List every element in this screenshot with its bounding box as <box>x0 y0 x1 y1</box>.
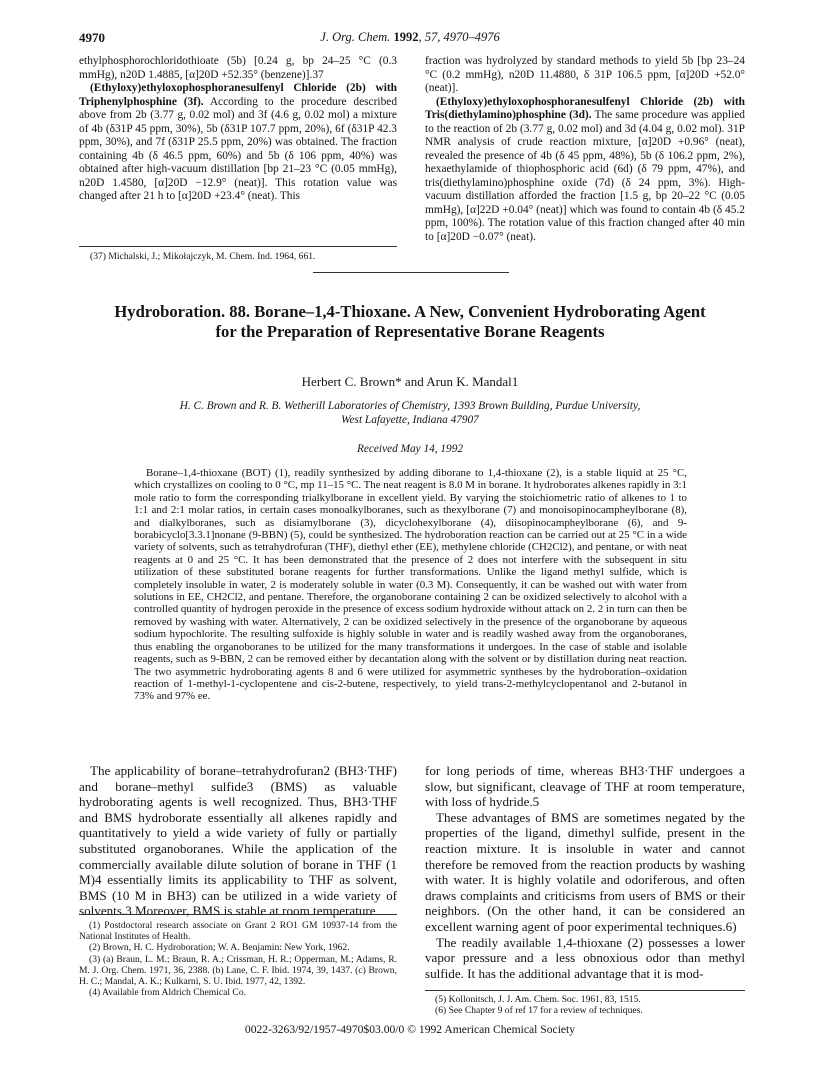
abstract <box>134 467 687 703</box>
prev-article-right-column <box>425 55 745 244</box>
body-left-column <box>79 763 397 919</box>
article-affiliation <box>120 400 700 427</box>
footnote-1: (1) Postdoctoral research associate on Grant 2 RO1 GM 10937-14 from the National Institutes of Health. <box>79 920 397 943</box>
body-left-footnote-divider <box>79 914 397 915</box>
article-title: Hydroboration. 88. Borane–1,4-Thioxane. A New, Convenient Hydroborating Agent for the Preparation of Representative Borane Reagents <box>114 302 706 341</box>
prev-right-para2: The same procedure was applied to the reaction of 2b (3.77 g, 0.02 mol) and 3d (4.04 g, 0.02 mol). 31P NMR analysis of crude reaction mixture, [α]20D +0.96° (neat), revealed the presence of 4b (δ 45 ppm, 48%), 5b (δ 106.2 ppm, 2%), hexaethylamide of thiophosphoric acid (6d) (δ 79 ppm, 47%), and tris(diethylamino)phosphine oxide (7d) (δ 24 ppm, 3%). High-vacuum distillation afforded the fraction [1.5 g, bp 20–22 °C (0.05 mmHg), [α]22D +0.04° (neat)] which was found to contain 4b (δ 45.2 ppm, 100%). The rotation value of this fraction changed after 40 min to [α]20D −0.07° (neat). <box>425 109 746 243</box>
footnote-divider <box>79 246 397 247</box>
body-right-footnote-divider <box>425 990 745 991</box>
footnote-6: (6) See Chapter 9 of ref 17 for a review of techniques. <box>435 1005 643 1017</box>
prev-left-footnote: (37) Michalski, J.; Mikołajczyk, M. Chem. Ind. 1964, 661. <box>90 251 316 262</box>
body-right-para1: for long periods of time, whereas BH3·THF undergoes a slow, but significant, cleavage of THF at room temperature, with loss of hydride.5 <box>425 763 745 810</box>
footnote-2: (2) Brown, H. C. Hydroboration; W. A. Benjamin: New York, 1962. <box>89 942 350 954</box>
body-right-column <box>425 763 745 981</box>
body-right-para2: These advantages of BMS are sometimes negated by the properties of the ligand, dimethyl sulfide, present in the reaction mixture. It is insoluble in water and cannot therefore be removed from the reaction products by washing with water. It is highly volatile and odoriferous, and often draws complaints and criticisms from users of BMS or their neighbors. (On the other hand, it can be considered an excellent warning agent of poor experimental techniques.6) <box>425 809 745 934</box>
footnote-5: (5) Kollonitsch, J. J. Am. Chem. Soc. 1961, 83, 1515. <box>435 994 641 1005</box>
page-number: 4970 <box>79 30 105 45</box>
prev-left-para1: ethylphosphorochloridothioate (5b) [0.24 g, bp 24–25 °C (0.3 mmHg), n20D 1.4885, [α]20D +52.35° (benzene)].37 <box>79 55 397 81</box>
prev-left-para2: According to the procedure described above from 2b (3.77 g, 0.02 mol) and 3f (4.6 g, 0.02 mol) a mixture of 4b (δ31P 45 ppm, 30%), 5b (δ31P 107.7 ppm, 20%), 6f (δ31P 42.3 ppm, 30%), and 7f (δ31P 25.5 ppm, 20%) was obtained. The fraction containing 4b (δ 46.5 ppm, 60%) and 5b (δ 106 ppm, 40%) was obtained after high-vacuum distillation [bp 21–23 °C (0.05 mmHg), n20D 1.4580, [α]20D −12.9° (neat)]. This rotation value was changed after 21 h to [α]20D +23.4° (neat). This <box>79 95 398 202</box>
page-footer: 0022-3263/92/1957-4970$03.00/0 © 1992 American Chemical Society <box>244 1023 576 1036</box>
affiliation-line-1: H. C. Brown and R. B. Wetherill Laboratories of Chemistry, 1393 Brown Building, Purdue University, <box>179 400 641 412</box>
body-left-footnotes <box>79 920 397 998</box>
received-date: Received May 14, 1992 <box>356 443 464 455</box>
prev-left-heading: (Ethyloxy)ethyloxophosphoranesulfenyl Chloride (2b) with Triphenylphosphine (3f). <box>79 82 397 108</box>
footnote-4: (4) Available from Aldrich Chemical Co. <box>89 987 247 999</box>
prev-right-para1: fraction was hydrolyzed by standard methods to yield 5b [bp 23–24 °C (0.2 mmHg), n20D 11.4880, δ 31P 106.5 ppm, [α]20D +52.0° (neat)]. <box>425 55 745 94</box>
journal-year: 1992 <box>393 30 419 44</box>
running-header <box>0 30 820 45</box>
abstract-text: Borane–1,4-thioxane (BOT) (1), readily synthesized by adding diborane to 1,4-thioxane (2), is a stable liquid at 25 °C, which crystallizes on cooling to 0 °C, mp 11–15 °C. The neat reagent is 8.0 M in borane. It hydroborates alkenes rapidly in 3:1 mole ratio to form the corresponding trialkylborane in excellent yield. By varying the stoichiometric ratio of alkenes to 1 to 1:1 and 2:1 molar ratios, in certain cases monoalkylboranes, such as thexylborane (7) and monoisopinocampheylborane (8), and dialkylboranes, such as disiamylborane (3), dicyclohexylborane (4), diisopinocampheylborane (6), and 9-borabicyclo[3.3.1]nonane (9-BBN) (5), could be synthesized. The hydroboration reaction can be carried out at 25 °C in a wide variety of solvents, such as tetrahydrofuran (THF), diethyl ether (EE), methylene chloride (CH2Cl2), and pentane, or with neat reagents at 0 and 25 °C. It has been demonstrated that the presence of 2 does not interfere with the subsequent in situ utilization of these substituted borane reagents for further transformations. Unlike the ligand methyl sulfide, which is completely insoluble in water, 2 is moderately soluble in water (0.3 M). Consequently, it can be washed out with water from solutions in EE, CH2Cl2, and pentane. Therefore, the organoborane containing 2 can be oxidized selectively to alcohol with a controlled quantity of hydrogen peroxide in the presence of excess sodium hydroxide without attack on 2. 2 in turn can then be removed by washing with water. Alternatively, 2 can be oxidized selectively in the presence of the organoborane by aqueous sodium hypochlorite. The resulting sulfoxide is highly soluble in water and is readily washed away from the organoboranes, thus enabling the organoboranes to be utilized for the many transformations it undergoes. In the case of stable and isolable reagents, such as 9-BBN, 2 can be removed either by decantation along with the solvent or by distillation during neat reaction. The two asymmetric hydroborating agents 8 and 6 were utilized for asymmetric syntheses by the hydroboration–oxidation reaction of 1-methyl-1-cyclopentene and cis-2-butene, respectively, to yield trans-2-methylcyclopentanol and 2-butanol in 73% and 97% ee. <box>134 467 687 703</box>
journal-name: J. Org. Chem. <box>320 30 391 44</box>
body-right-footnotes <box>425 994 745 1016</box>
affiliation-line-2: West Lafayette, Indiana 47907 <box>341 413 479 426</box>
body-left-para1: The applicability of borane–tetrahydrofuran2 (BH3·THF) and borane–methyl sulfide3 (BMS) as valuable hydroborating agents is well recognized. Thus, BH3·THF and BMS hydroborate essentially all alkenes rapidly and quantitatively to yield a wide variety of fully or partially substituted organoboranes. While the application of the commercially available dilute solution of borane in THF (1 M)4 essentially limits its applicability to THF as solvent, BMS (10 M in BH3) can be utilized in a wide variety of solvents.3 Moreover, BMS is stable at room temperature <box>79 763 397 919</box>
prev-right-heading: (Ethyloxy)ethyloxophosphoranesulfenyl Chloride (2b) with Tris(diethylamino)phosphine (3d). <box>425 95 745 121</box>
prev-article-left-column <box>79 55 397 204</box>
journal-volume-pages: , 57, 4970–4976 <box>418 30 500 44</box>
article-separator <box>313 272 509 273</box>
article-authors: Herbert C. Brown* and Arun K. Mandal1 <box>301 374 519 389</box>
body-right-para3: The readily available 1,4-thioxane (2) possesses a lower vapor pressure and a less obnoxious odor than methyl sulfide. It has the additional advantage that it is mod- <box>425 934 745 981</box>
footnote-3: (3) (a) Braun, L. M.; Braun, R. A.; Crissman, H. R.; Opperman, M.; Adams, R. M. J. Org. Chem. 1971, 36, 2388. (b) Lane, C. F. Ibid. 1974, 39, 1437. (c) Brown, H. C.; Mandal, A. K.; Kulkarni, S. U. Ibid. 1977, 42, 1392. <box>79 953 397 988</box>
